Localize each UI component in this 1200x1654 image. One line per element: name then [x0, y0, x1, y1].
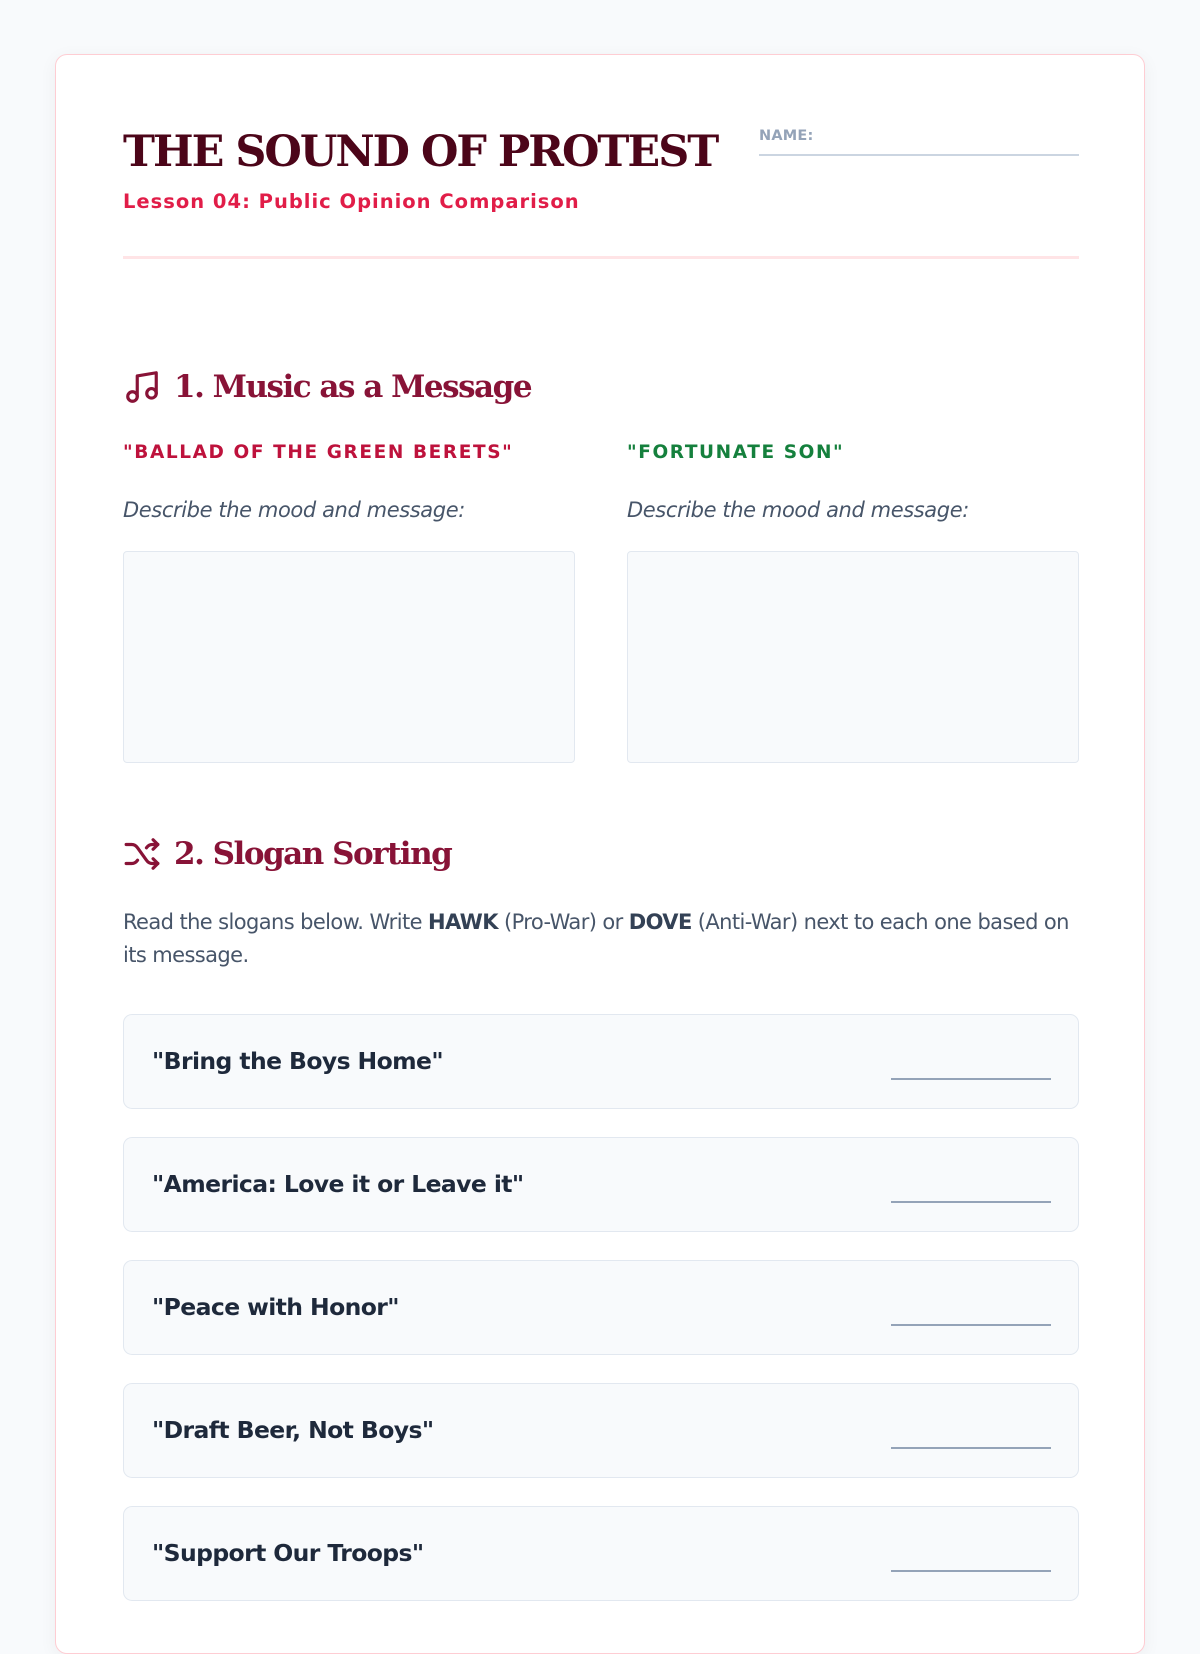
slogan-answer-line[interactable] — [891, 1570, 1051, 1572]
slogan-text: "Draft Beer, Not Boys" — [152, 1416, 434, 1444]
slogan-row — [123, 1506, 1079, 1601]
slogan-row — [123, 1137, 1079, 1232]
slogan-row — [123, 1383, 1079, 1478]
slogan-text: "America: Love it or Leave it" — [152, 1170, 524, 1198]
section-music-title: 1. Music as a Message — [174, 369, 532, 405]
shuffle-icon — [123, 835, 161, 873]
section-slogan-title: 2. Slogan Sorting — [174, 836, 452, 872]
instructions-text: (Anti-War) next to each one based on its message. — [123, 910, 1069, 967]
slogan-answer-line[interactable] — [891, 1324, 1051, 1326]
section-music-heading — [123, 368, 531, 406]
name-field[interactable] — [759, 127, 1079, 156]
slogan-row — [123, 1260, 1079, 1355]
worksheet-card — [55, 54, 1145, 1654]
instructions-text: (Pro-War) or — [497, 910, 629, 934]
slogan-text: "Peace with Honor" — [152, 1293, 399, 1321]
lesson-subtitle: Lesson 04: Public Opinion Comparison — [123, 190, 580, 213]
song-prompt: Describe the mood and message: — [123, 498, 465, 522]
hawk-keyword: HAWK — [427, 910, 498, 934]
slogan-answer-line[interactable] — [891, 1078, 1051, 1080]
music-note-icon — [123, 368, 161, 406]
header-divider — [123, 256, 1079, 259]
answer-box-green-berets[interactable] — [123, 551, 575, 763]
slogan-answer-line[interactable] — [891, 1447, 1051, 1449]
dove-keyword: DOVE — [628, 910, 692, 934]
section-slogan-heading — [123, 835, 451, 873]
slogan-text: "Support Our Troops" — [152, 1539, 424, 1567]
instructions-text: Read the slogans below. Write — [123, 910, 428, 934]
song-column-fortunate-son — [627, 442, 1079, 522]
name-label: NAME: — [759, 128, 814, 144]
song-title: "FORTUNATE SON" — [627, 442, 845, 463]
slogan-instructions — [123, 906, 1079, 972]
slogan-answer-line[interactable] — [891, 1201, 1051, 1203]
song-title: "BALLAD OF THE GREEN BERETS" — [123, 442, 514, 463]
slogan-row — [123, 1014, 1079, 1109]
answer-box-fortunate-son[interactable] — [627, 551, 1079, 763]
slogan-text: "Bring the Boys Home" — [152, 1047, 444, 1075]
worksheet-title: THE SOUND OF PROTEST — [123, 127, 718, 177]
song-column-green-berets — [123, 442, 575, 522]
song-prompt: Describe the mood and message: — [627, 498, 969, 522]
